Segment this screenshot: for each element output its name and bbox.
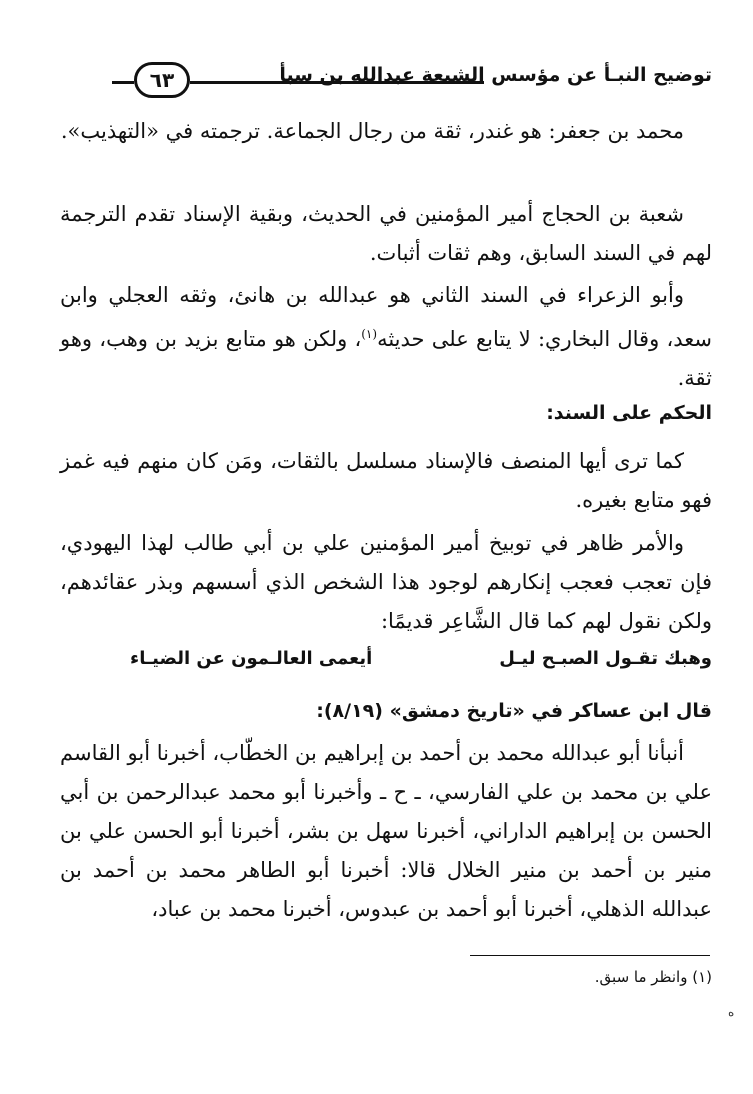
corner-mark: ه [728,1005,735,1019]
paragraph-6: أنبأنا أبو عبدالله محمد بن أحمد بن إبراهيم بن الخطّاب، أخبرنا أبو القاسم علي بن محمد بن علي الفارسي، ـ ح ـ وأخبرنا أبو محمد عبدالرحمن بن أبي الحسن بن إبراهيم الداراني، أخبرنا سهل بن بشر، أخبرنا أبو الحسن علي بن منير بن أحمد بن منير الخلال قالا: أخبرنا أبو الطاهر محمد بن أحمد بن عبدالله الذهلي، أخبرنا أبو أحمد بن عبدوس، أخبرنا محمد بن عباد، [60,741,712,921]
section-heading-ibn-asakir: قال ابن عساكر في «تاريخ دمشق» (٨/١٩): [316,700,712,722]
paragraph-3 [60,276,712,398]
running-title: توضيح النبـأ عن مؤسس الشيعة عبدالله بن سبأ [279,64,712,86]
paragraph-1: محمد بن جعفر: هو غندر، ثقة من رجال الجماعة. ترجمته في «التهذيب». [60,119,684,143]
page-number: ٦٣ [149,68,175,92]
page-header [112,58,712,108]
footnote-ref: (١) [361,327,378,341]
verse-second-hemistich: أيعمى العالـمون عن الضيـاء [130,648,373,669]
paragraph-3-part-a: وأبو الزعراء في السند الثاني هو عبدالله بن هانئ، وثقه العجلي وابن سعد، وقال البخاري: لا يتابع على حديثه [60,283,712,351]
header-rule-left [112,81,134,84]
section-heading-ruling: الحكم على السند: [546,402,712,424]
footnote: (١) وانظر ما سبق. [594,968,712,986]
paragraph-4: كما ترى أيها المنصف فالإسناد مسلسل بالثقات، ومَن كان منهم فيه غمز فهو متابع بغيره. [60,449,712,512]
header-rule [190,81,484,84]
paragraph-5: والأمر ظاهر في توبيخ أمير المؤمنين علي بن أبي طالب لهذا اليهودي، فإن تعجب فعجب إنكارهم لوجود هذا الشخص الذي أسسهم وبذر عقائدهم، ولكن نقول لهم كما قال الشَّاعِر قديمًا: [60,531,712,633]
page-number-badge [134,62,190,98]
paragraph-2: شعبة بن الحجاج أمير المؤمنين في الحديث، وبقية الإسناد تقدم الترجمة لهم في السند السابق، وهم ثقات أثبات. [60,202,712,265]
verse-first-hemistich: وهبك تقـول الصبـح ليـل [499,648,712,669]
footnote-divider [470,955,710,956]
paragraph-3-part-b: ، ولكن هو متابع بزيد بن وهب، وهو ثقة. [60,327,712,390]
poem-verse [130,648,712,669]
